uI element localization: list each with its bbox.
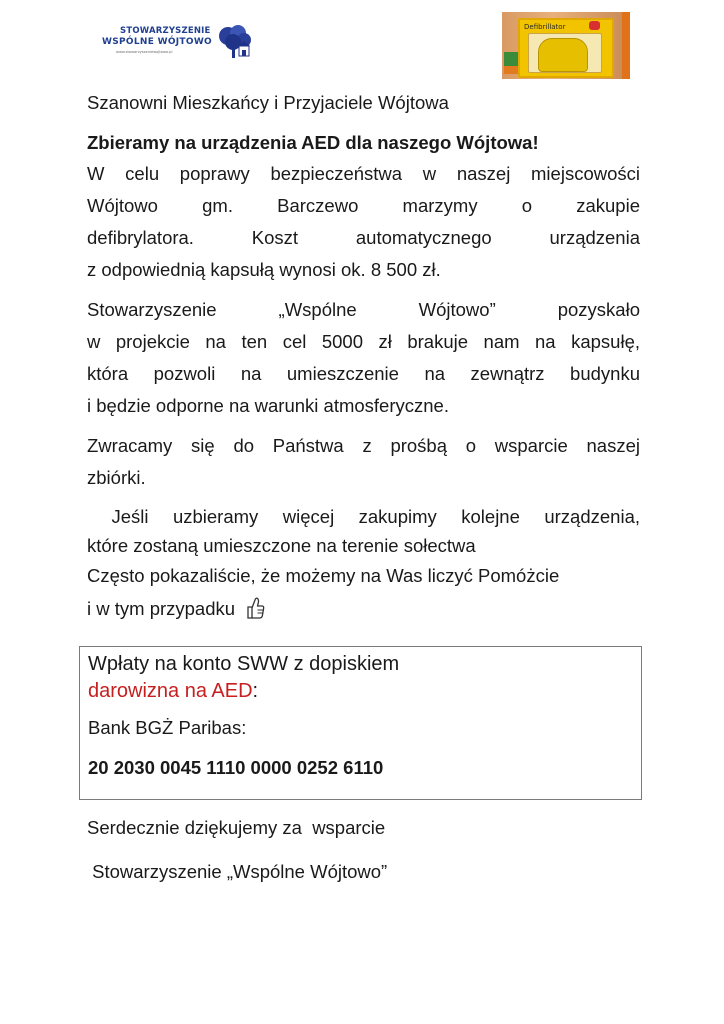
p4-line4-row	[87, 592, 640, 626]
payment-heading	[88, 651, 633, 678]
logo-url: www.stowarzyszeniewojtowo.pl	[116, 50, 173, 54]
heart-icon	[589, 21, 600, 30]
bank-name: Bank BGŻ Paribas:	[88, 717, 247, 738]
defibrillator-label: Defibrillator	[524, 23, 566, 31]
paragraph-cost	[87, 158, 640, 286]
logo-title: STOWARZYSZENIE	[120, 26, 211, 36]
p2-line2: w projekcie na ten cel 5000 zł brakuje nam na kapsułę,	[87, 331, 640, 352]
p2-line3: która pozwoli na umieszczenie na zewnątrz budynku	[87, 363, 640, 384]
aed-device-icon	[538, 38, 588, 72]
signature: Stowarzyszenie „Wspólne Wójtowo”	[87, 861, 388, 882]
paragraph-more	[87, 502, 640, 626]
defibrillator-photo	[502, 12, 630, 79]
thumbs-up-icon	[244, 596, 266, 620]
logo-subtitle: WSPÓLNE WÓJTOWO	[102, 37, 212, 47]
payment-info-box	[79, 646, 642, 800]
p1-line3: defibrylatora. Koszt automatycznego urządzenia	[87, 227, 640, 248]
account-number[interactable]: 20 2030 0045 1110 0000 0252 6110	[88, 757, 384, 778]
p2-line4: i będzie odporne na warunki atmosferyczne.	[87, 395, 449, 416]
p1-line2: Wójtowo gm. Barczewo marzymy o zakupie	[87, 195, 640, 216]
p4-line4: i w tym przypadku	[87, 598, 236, 619]
p3-line2: zbiórki.	[87, 467, 146, 488]
payment-note-label: z dopiskiem	[288, 653, 400, 675]
letter-body	[87, 88, 640, 626]
p4-line3: Często pokazaliście, że możemy na Was liczyć Pomóżcie	[87, 565, 560, 586]
headline: Zbieramy na urządzenia AED dla naszego Wójtowa!	[87, 132, 539, 153]
paragraph-request	[87, 430, 640, 494]
p4-line2: które zostaną umieszczone na terenie sołectwa	[87, 535, 476, 556]
p3-line1: Zwracamy się do Państwa z prośbą o wsparcie naszej	[87, 435, 640, 456]
payment-note-row: darowizna na AED:	[88, 680, 259, 702]
payment-heading-text: Wpłaty na konto SWW	[88, 653, 289, 675]
p2-line1: Stowarzyszenie „Wspólne Wójtowo” pozyskało	[87, 299, 640, 320]
association-logo	[102, 18, 254, 68]
tree-house-icon	[214, 24, 254, 60]
p4-line1: Jeśli uzbieramy więcej zakupimy kolejne urządzenia,	[87, 506, 640, 527]
donation-note: darowizna na AED	[88, 680, 253, 702]
paragraph-funding	[87, 294, 640, 422]
p1-line1: W celu poprawy bezpieczeństwa w naszej miejscowości	[87, 163, 640, 184]
greeting: Szanowni Mieszkańcy i Przyjaciele Wójtowa	[87, 92, 449, 113]
p1-line4: z odpowiednią kapsułą wynosi ok. 8 500 zł.	[87, 259, 441, 280]
thanks-line: Serdecznie dziękujemy za wsparcie	[87, 817, 386, 838]
